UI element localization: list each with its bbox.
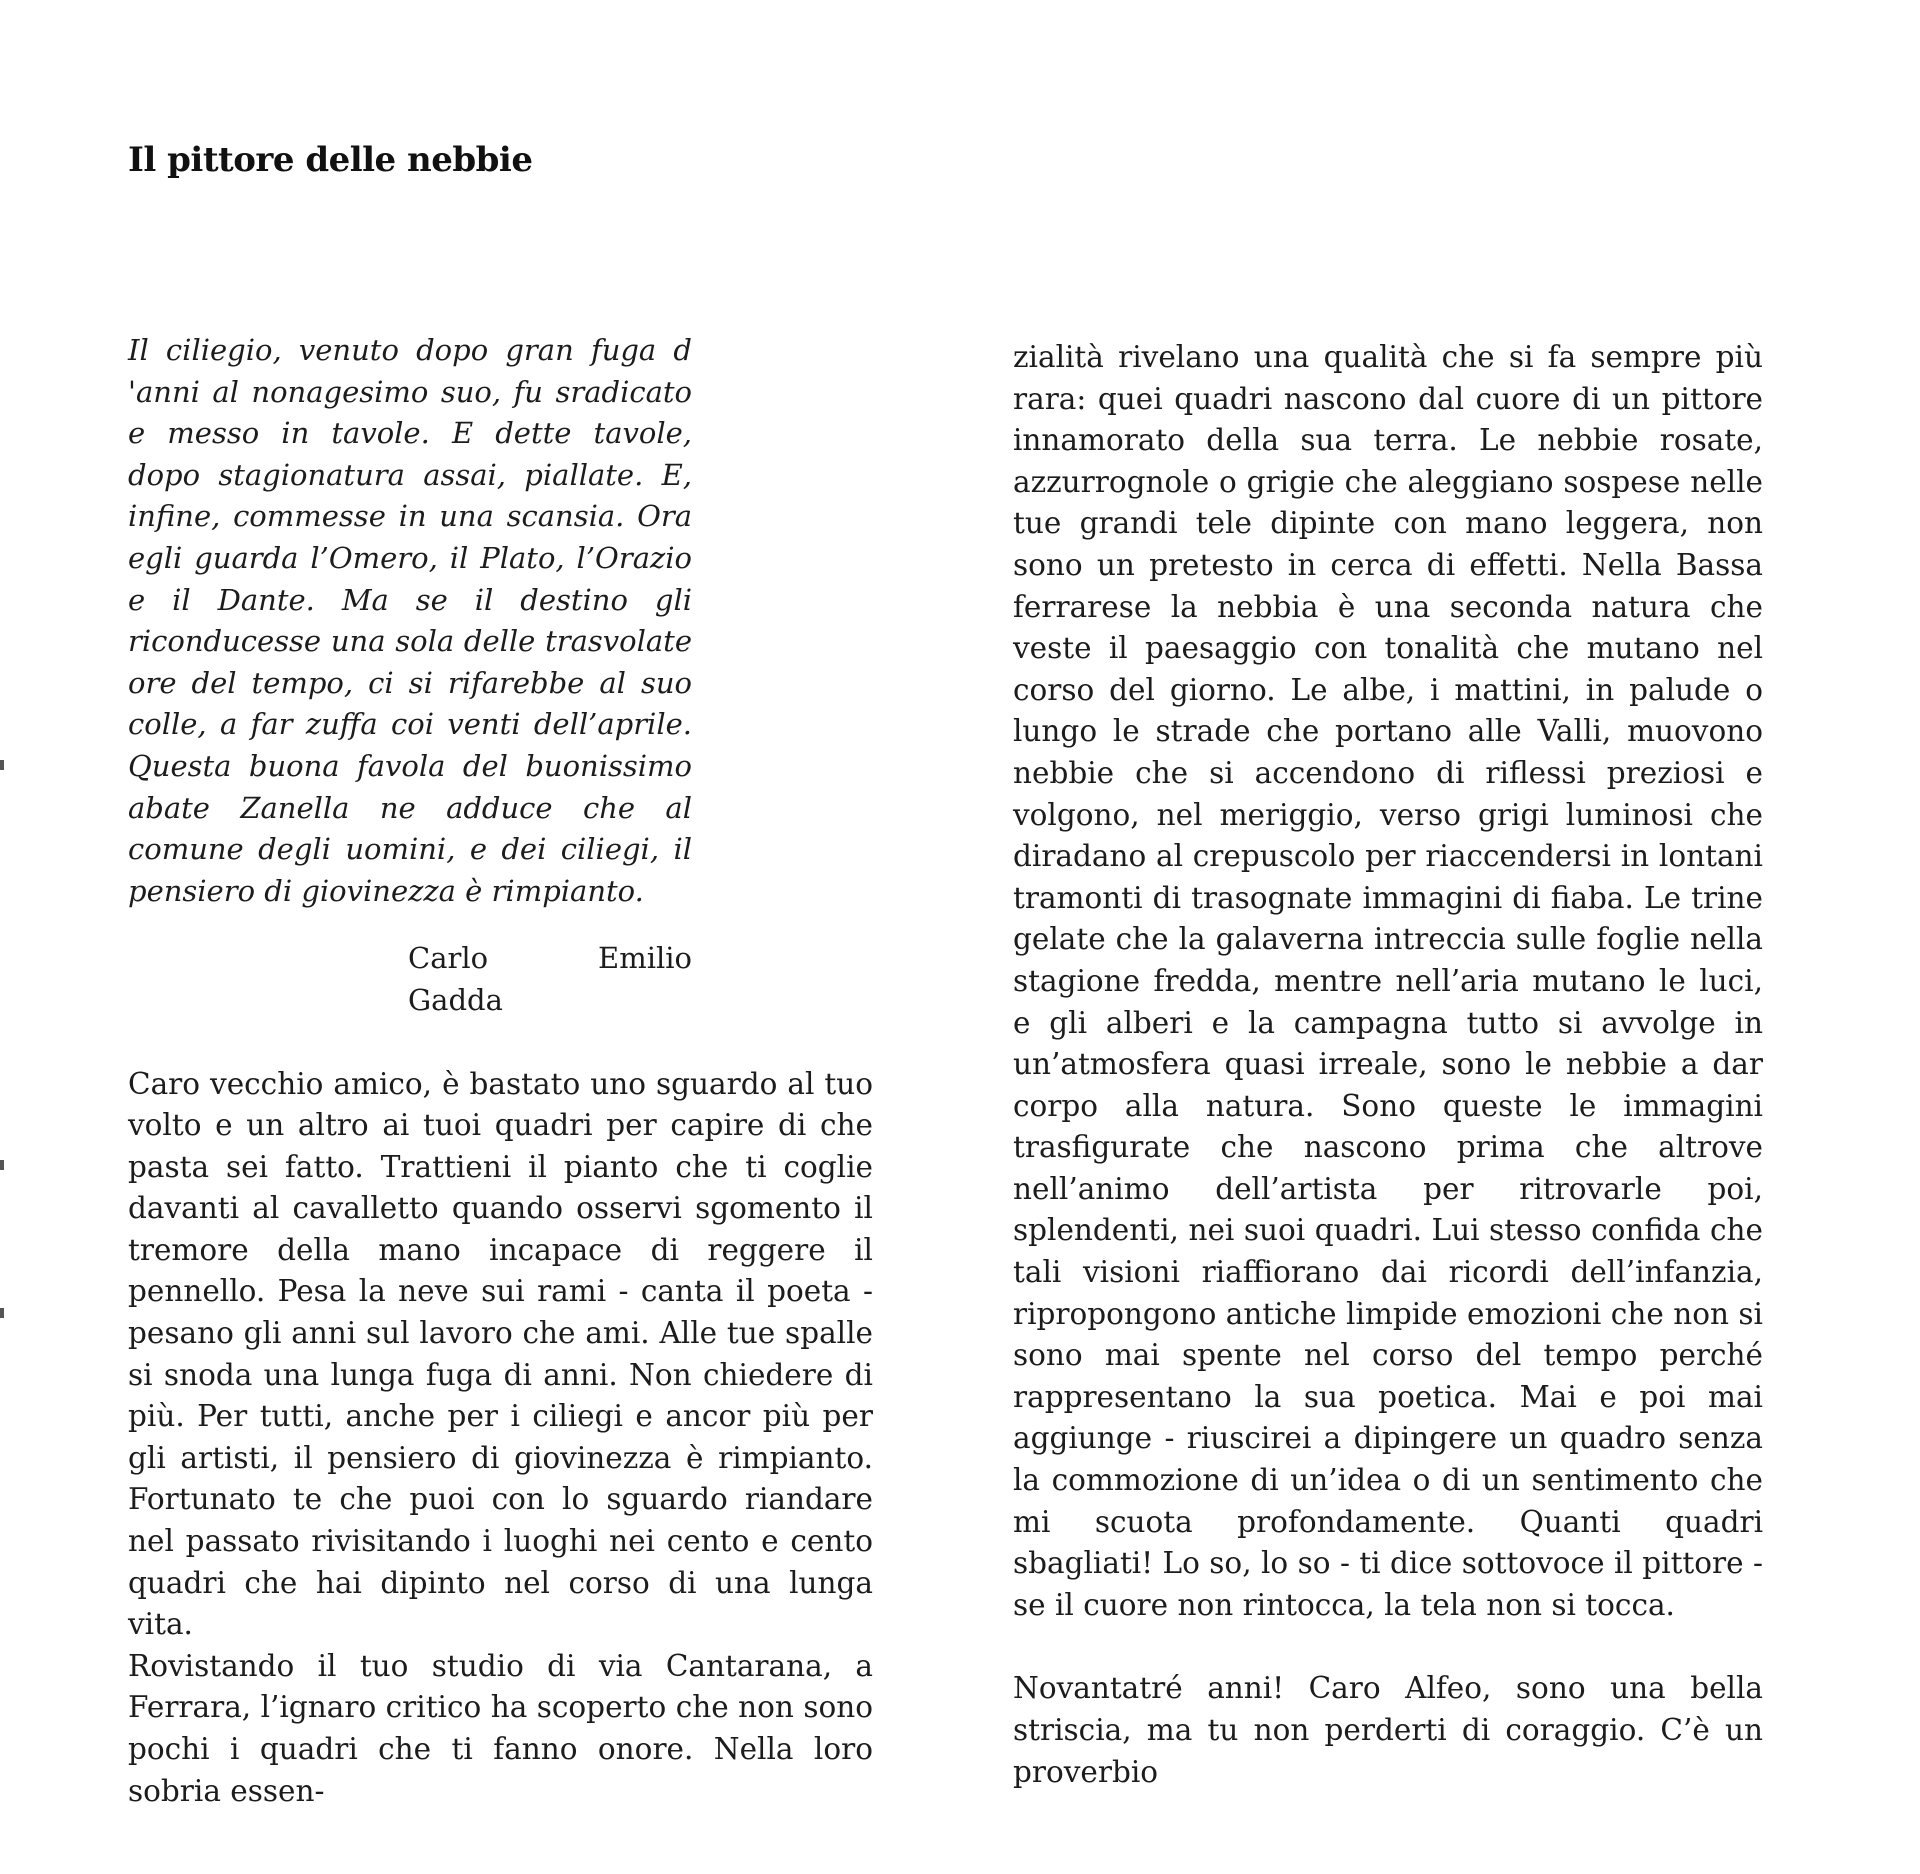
body-paragraph: zialità rivelano una qualità che si fa sempre più rara: quei quadri nascono dal cuore di un pittore innamorato della sua terra. Le nebbie rosate, azzurrognole o grigie che aleggiano sospese nelle tue grandi tele dipinte con mano leggera, non sono un pretesto in cerca di effetti. Nella Bassa ferrarese la nebbia è una seconda natura che veste il paesaggio con tonalità che mutano nel corso del giorno. Le albe, i mattini, in palude o lungo le strade che portano alle Valli, muovono nebbie che si accendono di riflessi preziosi e volgono, nel meriggio, verso grigi luminosi che diradano al crepuscolo per riaccendersi in lontani tramonti di trasognate immagini di fiaba. Le trine gelate che la galaverna intreccia sulle foglie nella stagione fredda, mentre nell’aria mutano le luci, e gli alberi e la campagna tutto si avvolge in un’atmosfera quasi irreale, sono le nebbie a dar corpo alla natura. Sono queste le immagini trasfigurate che nascono prima che altrove nell’animo dell’artista per ritrovarle poi, splendenti, nei suoi quadri. Lui stesso confida che tali visioni riaffiorano dai ricordi dell’infanzia, ripropongono antiche limpide emozioni che non si sono mai spente nel corso del tempo perché rappresentano la sua poetica. Mai e poi mai aggiunge - riuscirei a dipingere un quadro senza la commozione di un’idea o di un sentimento che mi scuota profondamente. Quanti quadri sbagliati! Lo so, lo so - ti dice sottovoce il pittore - se il cuore non rintocca, la tela non si tocca.	[1013, 340, 1763, 1622]
page-title: Il pittore delle nebbie	[128, 140, 533, 180]
scan-edge-mark	[0, 760, 4, 770]
body-paragraph: Novantatré anni! Caro Alfeo, sono una bella striscia, ma tu non perderti di coraggio. C’è un proverbio	[1013, 1671, 1763, 1789]
left-column	[128, 330, 873, 1812]
epigraph-text: Il ciliegio, venuto dopo gran fuga d 'anni al nonagesimo suo, fu sradicato e messo in tavole. E dette tavole, dopo stagionatura assai, piallate. E, infine, commesse in una scansia. Ora egli guarda l’Omero, il Plato, l’Orazio e il Dante. Ma se il destino gli riconducesse una sola delle trasvolate ore del tempo, ci si rifarebbe al suo colle, a far zuffa coi venti dell’aprile. Questa buona favola del buonissimo abate Zanella ne adduce che al comune degli uomini, e dei ciliegi, il pensiero di giovinezza è rimpianto.	[128, 333, 692, 908]
body-paragraph: Rovistando il tuo studio di via Cantarana, a Ferrara, l’ignaro critico ha scoperto che non sono pochi i quadri che ti fanno onore. Nella loro sobria essen-	[128, 1648, 873, 1808]
right-column	[1013, 337, 1763, 1793]
scan-edge-mark	[0, 1308, 4, 1318]
scan-edge-mark	[0, 1160, 4, 1170]
body-paragraph: Caro vecchio amico, è bastato uno sguardo al tuo volto e un altro ai tuoi quadri per capire di che pasta sei fatto. Trattieni il pianto che ti coglie davanti al cavalletto quando osservi sgomento il tremore della mano incapace di reggere il pennello. Pesa la neve sui rami - canta il poeta - pesano gli anni sul lavoro che ami. Alle tue spalle si snoda una lunga fuga di anni. Non chiedere di più. Per tutti, anche per i ciliegi e ancor più per gli artisti, il pensiero di giovinezza è rimpianto. Fortunato te che puoi con lo sguardo riandare nel passato rivisitando i luoghi nei cento e cento quadri che hai dipinto nel corso di una lunga vita.	[128, 1066, 873, 1642]
epigraph-author: Carlo Emilio Gadda	[408, 941, 692, 1017]
